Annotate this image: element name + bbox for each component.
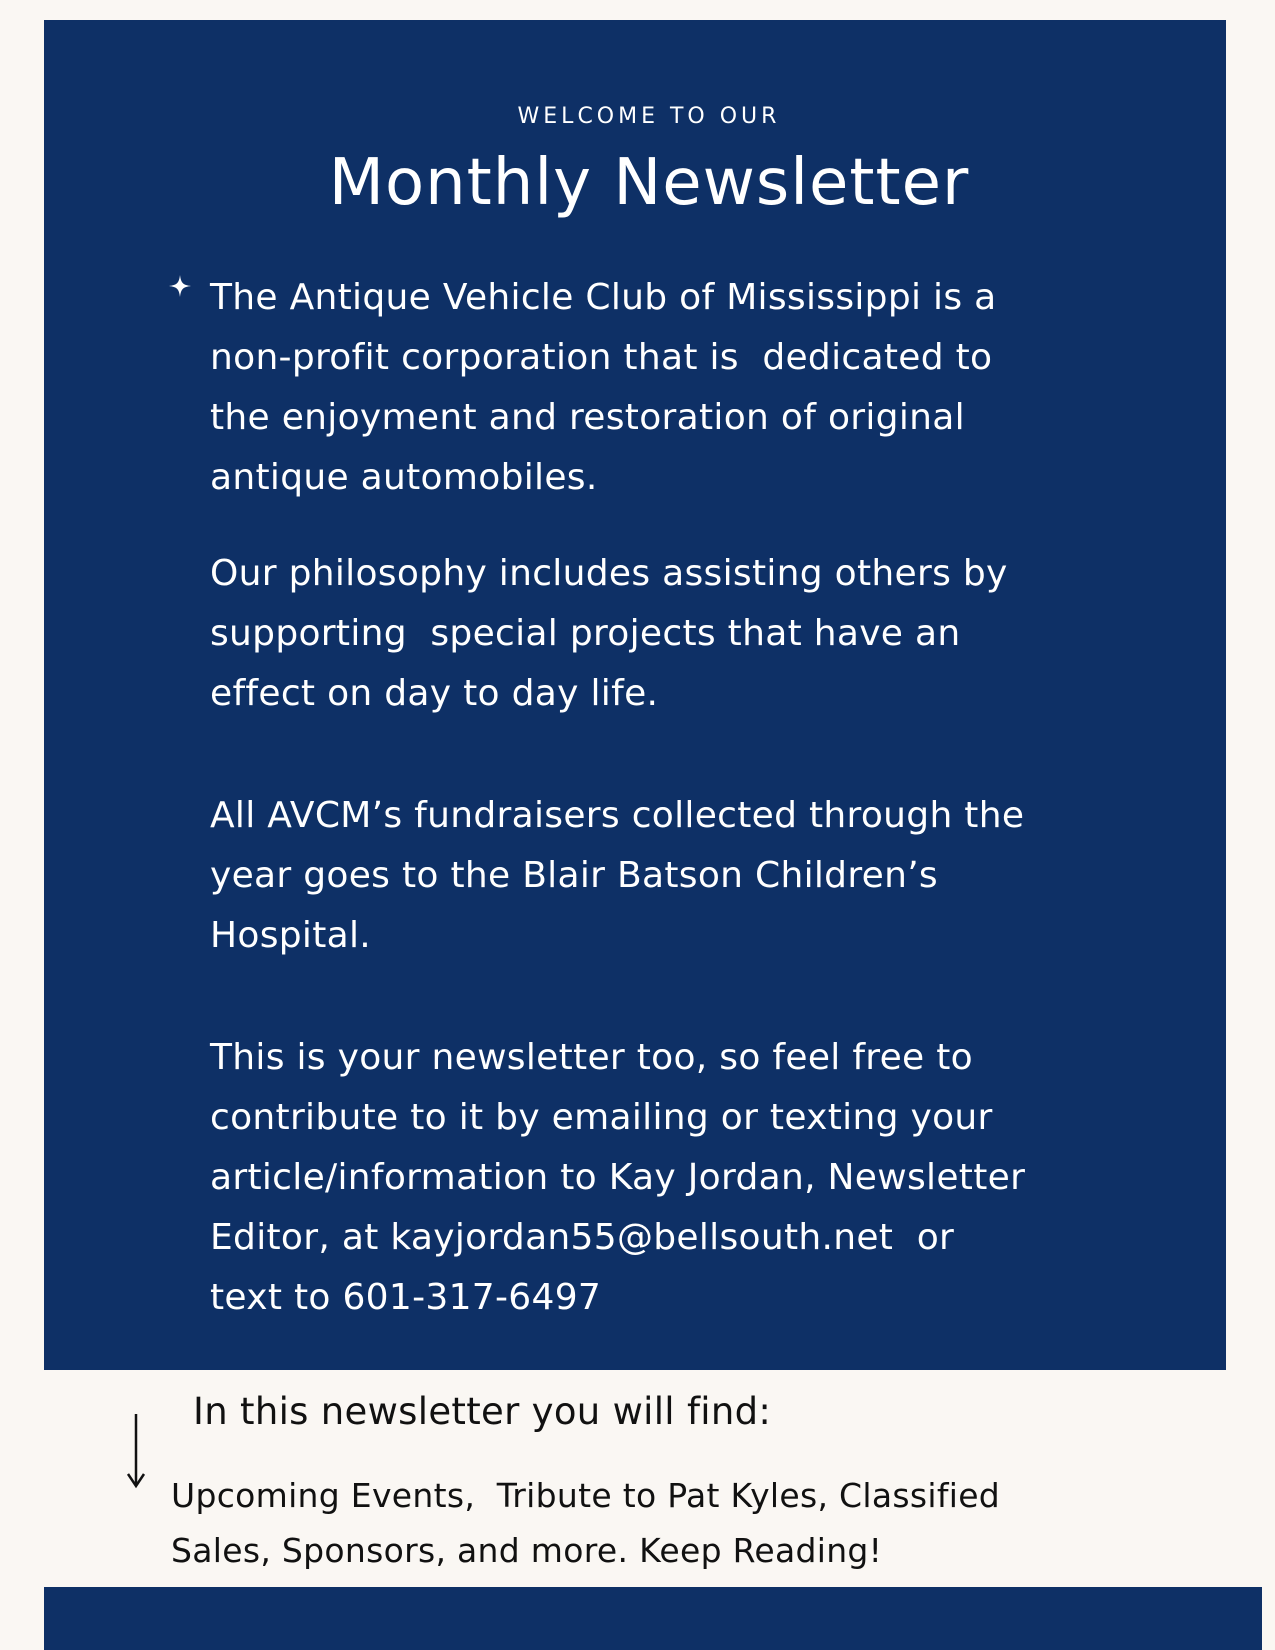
fundraisers-line: Hospital. <box>210 915 372 956</box>
newsletter-hero <box>44 20 1226 1370</box>
intro-paragraph-philosophy <box>210 544 1210 724</box>
contents-line: Upcoming Events, Tribute to Pat Kyles, Classified <box>171 1476 1001 1515</box>
footer-bar <box>44 1587 1262 1650</box>
welcome-kicker: WELCOME TO OUR <box>517 104 781 129</box>
about-line: The Antique Vehicle Club of Mississippi is a <box>210 277 997 318</box>
contents-heading: In this newsletter you will find: <box>193 1390 772 1433</box>
contribute-line: Editor, at kayjordan55@bellsouth.net or <box>210 1217 955 1258</box>
intro-paragraph-contribute <box>210 1028 1210 1328</box>
about-line: non-profit corporation that is dedicated to <box>210 337 993 378</box>
sparkle-icon <box>168 274 192 298</box>
newsletter-title: Monthly Newsletter <box>328 146 970 220</box>
about-line: the enjoyment and restoration of original <box>210 397 965 438</box>
contribute-line: text to 601-317-6497 <box>210 1277 602 1318</box>
fundraisers-line: All AVCM’s fundraisers collected through the <box>210 795 1025 836</box>
about-line: antique automobiles. <box>210 457 598 498</box>
intro-paragraph-fundraisers <box>210 786 1210 966</box>
philosophy-line: Our philosophy includes assisting others by <box>210 553 1008 594</box>
intro-paragraph-about <box>210 268 1210 508</box>
contribute-line: contribute to it by emailing or texting your <box>210 1097 993 1138</box>
contribute-line: This is your newsletter too, so feel free to <box>210 1037 973 1078</box>
contents-list <box>171 1468 1211 1578</box>
arrow-down-icon <box>124 1412 148 1490</box>
contribute-line: article/information to Kay Jordan, Newsletter <box>210 1157 1026 1198</box>
contents-line: Sales, Sponsors, and more. Keep Reading! <box>171 1531 883 1570</box>
philosophy-line: supporting special projects that have an <box>210 613 961 654</box>
fundraisers-line: year goes to the Blair Batson Children’s <box>210 855 938 896</box>
philosophy-line: effect on day to day life. <box>210 673 659 714</box>
